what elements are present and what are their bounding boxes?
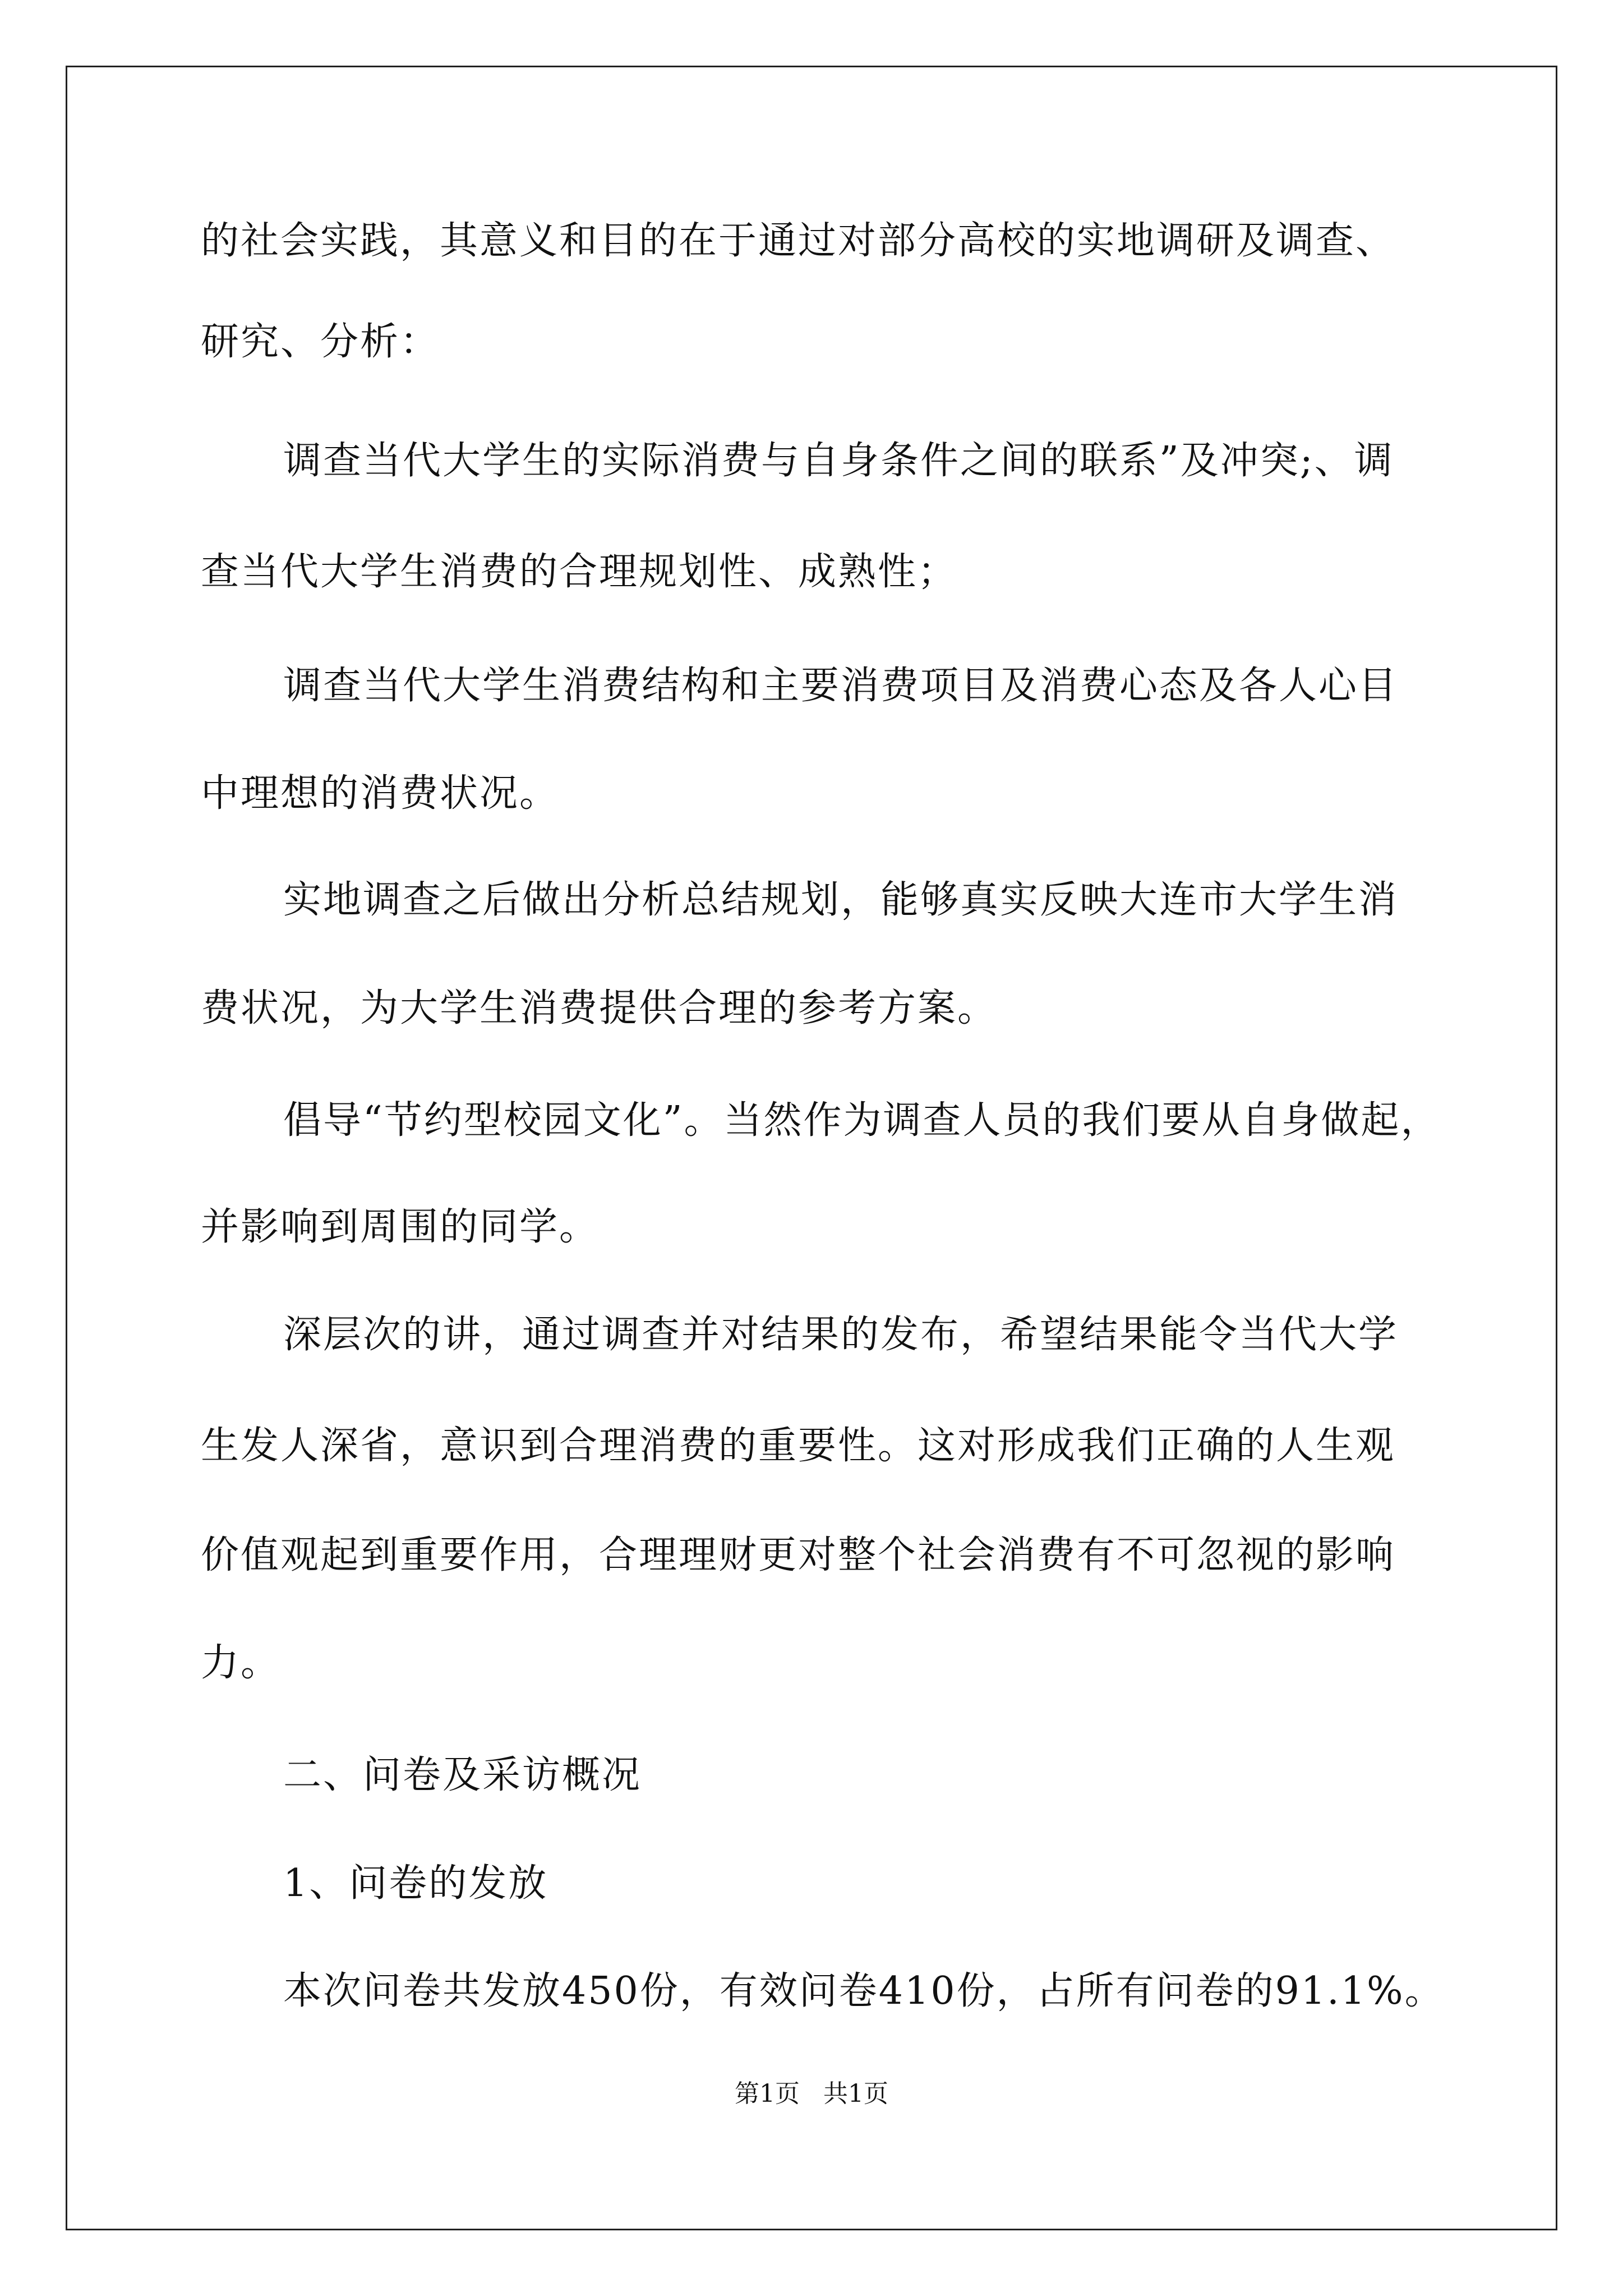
paragraph-line: 调查当代大学生消费结构和主要消费项目及消费心态及各人心目 <box>283 664 1399 708</box>
body-text-line: 力。 <box>201 1641 281 1685</box>
body-text-line: 并影响到周围的同学。 <box>201 1205 600 1249</box>
body-text-line: 生发人深省，意识到合理消费的重要性。这对形成我们正确的人生观 <box>201 1424 1396 1468</box>
paragraph-line: 实地调查之后做出分析总结规划，能够真实反映大连市大学生消 <box>283 878 1399 922</box>
paragraph-line: 调查当代大学生的实际消费与自身条件之间的联系”及冲突;、调 <box>283 439 1394 483</box>
body-text-line: 费状况，为大学生消费提供合理的参考方案。 <box>201 986 998 1030</box>
paragraph-line: 本次问卷共发放450份，有效问卷410份，占所有问卷的91.1%。 <box>283 1969 1445 2013</box>
body-text-line: 中理想的消费状况。 <box>201 771 560 816</box>
paragraph-line: 深层次的讲，通过调查并对结果的发布，希望结果能令当代大学 <box>283 1313 1399 1357</box>
body-text-line: 的社会实践，其意义和目的在于通过对部分高校的实地调研及调查、 <box>201 219 1396 263</box>
section-heading: 二、问卷及采访概况 <box>283 1753 642 1797</box>
body-text-line: 研究、分析： <box>201 320 440 364</box>
subsection-heading: 1、问卷的发放 <box>283 1861 548 1906</box>
paragraph-line: 倡导“节约型校园文化”。当然作为调查人员的我们要从自身做起， <box>283 1098 1441 1143</box>
body-text-line: 查当代大学生消费的合理规划性、成熟性； <box>201 550 958 594</box>
body-text-line: 价值观起到重要作用，合理理财更对整个社会消费有不可忽视的影响 <box>201 1533 1396 1577</box>
page-footer: 第1页 共1页 <box>735 2079 888 2108</box>
